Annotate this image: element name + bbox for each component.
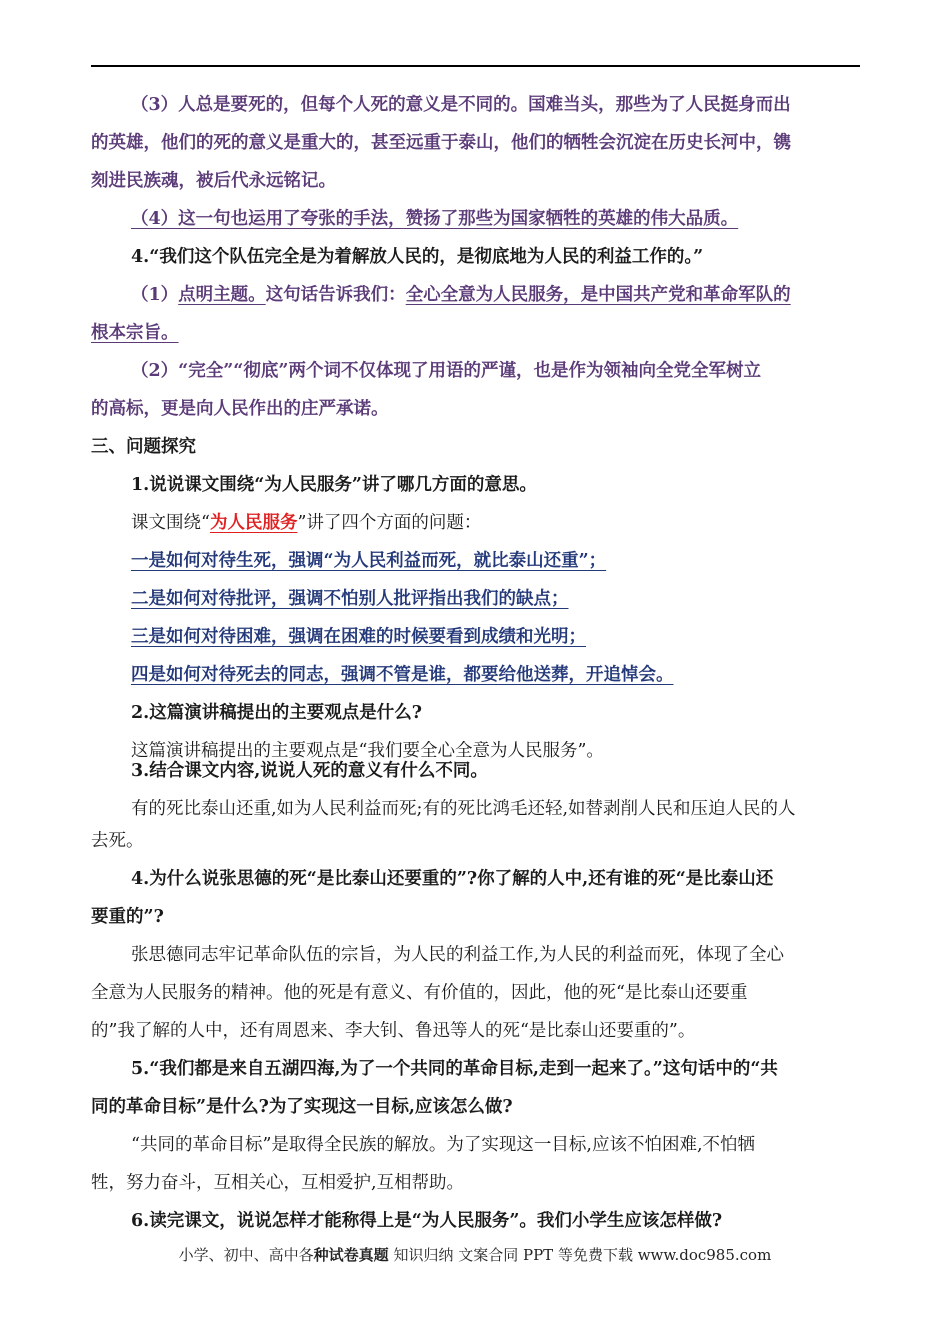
p3-line-2: 的英雄，他们的死的意义是重大的，甚至远重于泰山，他们的牺牲会沉淀在历史长河中，镌 [91, 133, 791, 153]
q4-answer-2-line-1: （2）“完全”“彻底”两个词不仅体现了用语的严谨，也是作为领袖向全党全军树立 [131, 361, 761, 381]
exercise-3-answer-line-1: 有的死比泰山还重,如为人民利益而死;有的死比鸿毛还轻,如替剥削人民和压迫人民的人 [131, 799, 796, 819]
p3-line-3: 刻进民族魂，被后代永远铭记。 [91, 171, 336, 191]
e1-item-4: 四是如何对待死去的同志，强调不管是谁，都要给他送葬，开追悼会。 [131, 665, 674, 685]
exercise-4-answer-line-3: 的”我了解的人中，还有周恩来、李大钊、鲁迅等人的死“是比泰山还要重的”。 [91, 1021, 696, 1041]
exercise-1-question: 1.说说课文围绕“为人民服务”讲了哪几方面的意思。 [131, 475, 537, 495]
e1-item-2: 二是如何对待批评，强调不怕别人批评指出我们的缺点； [131, 589, 569, 609]
exercise-3-answer-line-2: 去死。 [91, 831, 144, 851]
footer-text-1: 小学、初中、高中各 [178, 1246, 314, 1264]
q4-a1-underline-2: 全心全意为人民服务，是中国共产党和革命军队的 [405, 285, 791, 305]
q4-answer-1-line-2: 根本宗旨。 [91, 323, 179, 343]
e1-answer-prefix: 课文围绕“ [131, 513, 210, 533]
exercise-2-answer: 这篇演讲稿提出的主要观点是“我们要全心全意为人民服务”。 [131, 741, 604, 761]
q4-answer-2-line-2: 的高标，更是向人民作出的庄严承诺。 [91, 399, 389, 419]
exercise-2-question: 2.这篇演讲稿提出的主要观点是什么? [131, 703, 423, 723]
q4-a1-mid: 这句话告诉我们： [265, 285, 406, 305]
exercise-5-question-line-2: 同的革命目标”是什么?为了实现这一目标,应该怎么做? [91, 1097, 513, 1117]
footer-text-2: 种试卷真题 [313, 1246, 389, 1264]
section-heading: 三、问题探究 [91, 437, 196, 457]
q4-a1-underline-1: 点明主题。 [178, 285, 266, 305]
page-footer [0, 1244, 950, 1266]
question-4: 4.“我们这个队伍完全是为着解放人民的，是彻底地为人民的利益工作的。” [131, 247, 704, 267]
exercise-3-question: 3.结合课文内容,说说人死的意义有什么不同。 [131, 761, 488, 781]
exercise-5-question-line-1: 5.“我们都是来自五湖四海,为了一个共同的革命目标,走到一起来了。”这句话中的“共 [131, 1059, 778, 1079]
e1-answer-highlight: 为人民服务 [209, 513, 298, 533]
exercise-4-answer-line-1: 张思德同志牢记革命队伍的宗旨，为人民的利益工作,为人民的利益而死，体现了全心 [131, 945, 785, 965]
exercise-4-answer-line-2: 全意为人民服务的精神。他的死是有意义、有价值的，因此，他的死“是比泰山还要重 [91, 983, 748, 1003]
p3-line-1: （3）人总是要死的，但每个人死的意义是不同的。国难当头，那些为了人民挺身而出 [131, 95, 791, 115]
exercise-4-question-line-2: 要重的”? [91, 907, 164, 927]
footer-text-3: 知识归纳 文案合同 PPT 等免费下载 www.doc985.com [388, 1246, 772, 1264]
exercise-1-answer [131, 511, 860, 535]
e1-item-1: 一是如何对待生死，强调“为人民利益而死，就比泰山还重”； [131, 551, 607, 571]
header-rule [91, 65, 860, 67]
exercise-6-question: 6.读完课文，说说怎样才能称得上是“为人民服务”。我们小学生应该怎样做? [131, 1211, 723, 1231]
q4-answer-1-line-1 [131, 283, 860, 307]
e1-answer-suffix: ”讲了四个方面的问题： [297, 513, 482, 533]
e1-item-3: 三是如何对待困难，强调在困难的时候要看到成绩和光明； [131, 627, 586, 647]
p4-line: （4）这一句也运用了夸张的手法，赞扬了那些为国家牺牲的英雄的伟大品质。 [131, 209, 739, 229]
exercise-4-question-line-1: 4.为什么说张思德的死“是比泰山还要重的”?你了解的人中,还有谁的死“是比泰山还 [131, 869, 774, 889]
exercise-5-answer-line-1: “共同的革命目标”是取得全民族的解放。为了实现这一目标,应该不怕困难,不怕牺 [131, 1135, 756, 1155]
exercise-5-answer-line-2: 牲，努力奋斗，互相关心，互相爱护,互相帮助。 [91, 1173, 465, 1193]
q4-a1-prefix: （1） [131, 285, 179, 305]
